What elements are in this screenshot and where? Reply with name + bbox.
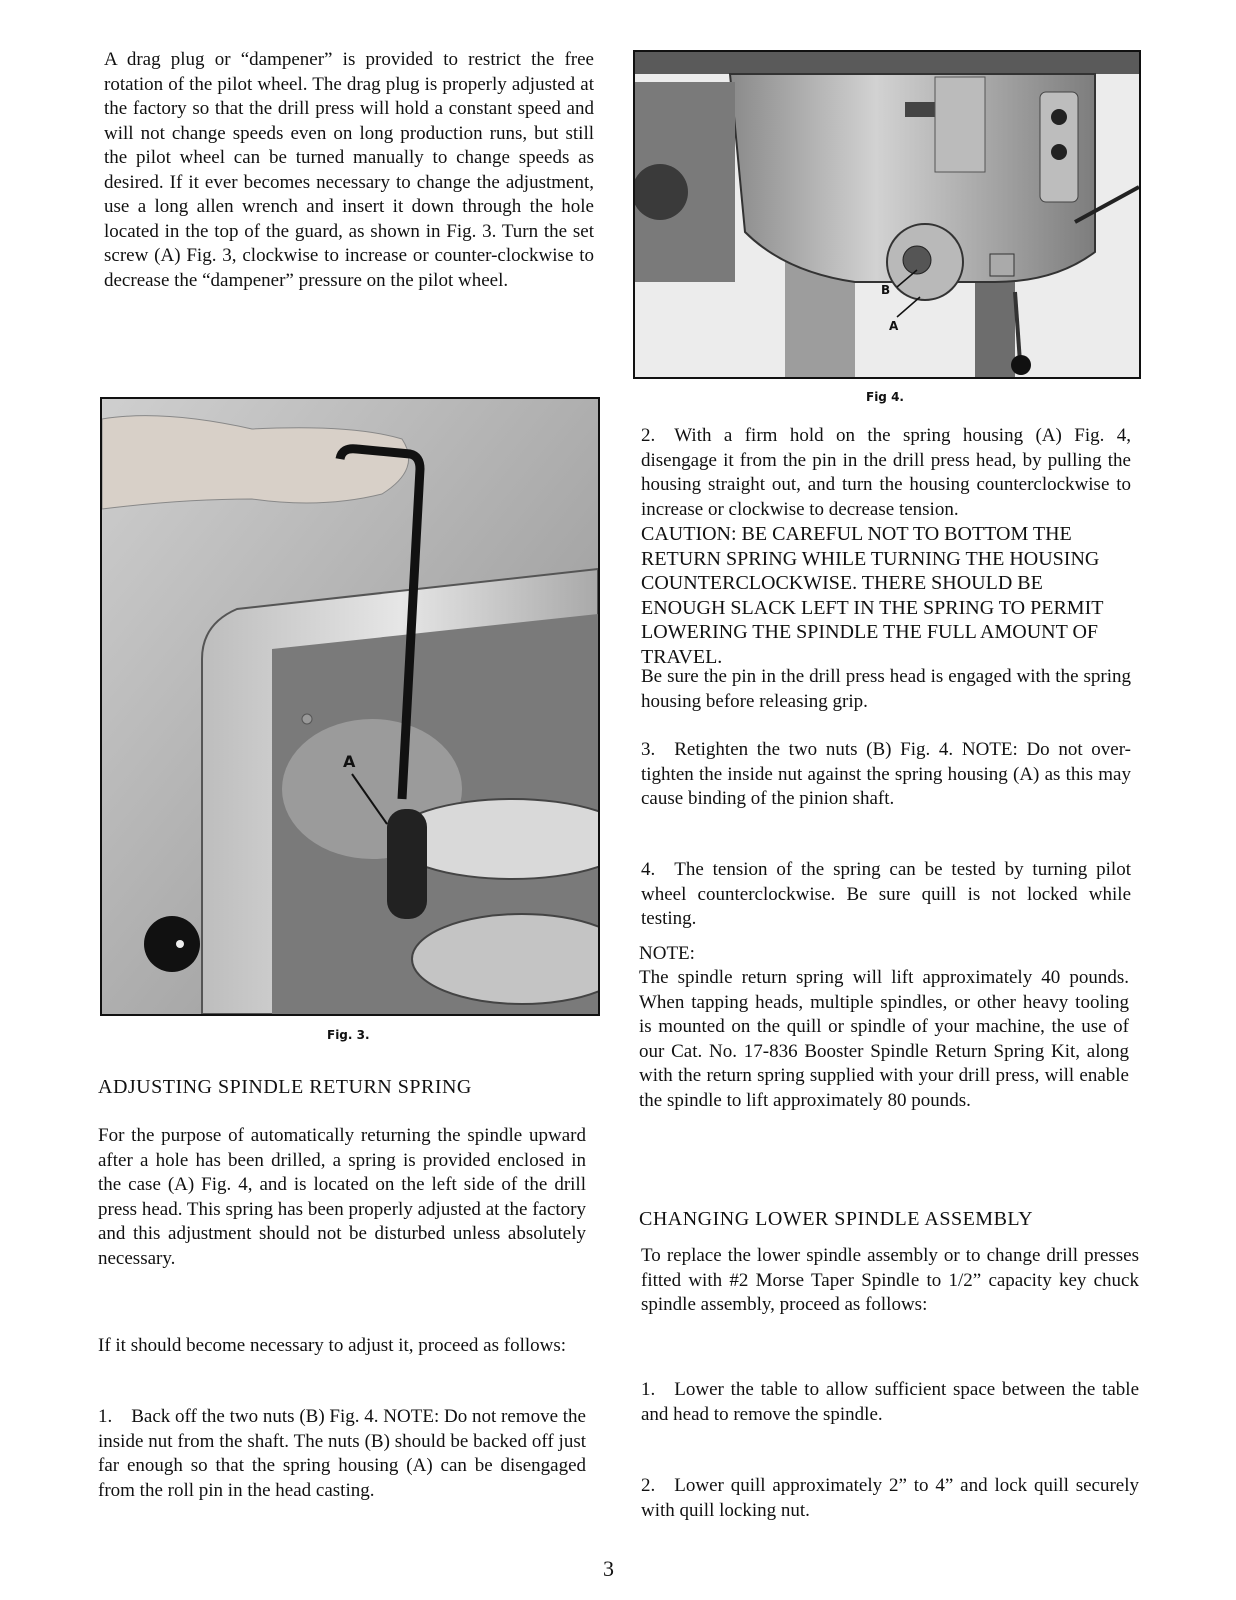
fig3-caption: Fig. 3. — [327, 1028, 370, 1042]
note-label: NOTE: — [639, 943, 695, 964]
lower-spindle-paragraph: To replace the lower spindle assembly or to change drill presses fitted with #2 Morse Taper Spindle to 1/2” capacity key chuck spindle assembly, proceed as follows: — [641, 1245, 1139, 1315]
spring-paragraph: For the purpose of automatically returning the spindle upward after a hole has been drilled, a spring is provided enclosed in the case (A) Fig. 4, and is located on the left side of the drill press head. This spring has been properly adjusted at the factory and this adjustment should not be disturbed unless absolutely necessary. — [98, 1125, 586, 1269]
caution-text: CAUTION: BE CAREFUL NOT TO BOTTOM THE RETURN SPRING WHILE TURNING THE HOUSING COUNTERCLOCKWISE. THERE SHOULD BE ENOUGH SLACK LEFT IN THE SPRING TO PERMIT LOWERING THE SPINDLE THE FULL AMOUNT OF TRAVEL. — [641, 523, 1104, 668]
section-heading-lower-spindle: CHANGING LOWER SPINDLE ASSEMBLY — [639, 1208, 1034, 1230]
fig4-caption: Fig 4. — [866, 390, 904, 404]
step-3: 3. Retighten the two nuts (B) Fig. 4. NOTE: Do not over-tighten the inside nut against the spring housing (A) as this may cause binding of the pinion shaft. — [641, 739, 1131, 809]
step-4: 4. The tension of the spring can be tested by turning pilot wheel counterclockwise. Be sure quill is not locked while testing. — [641, 859, 1131, 929]
page-number: 3 — [603, 1556, 614, 1581]
section-heading-spring: ADJUSTING SPINDLE RETURN SPRING — [98, 1076, 472, 1098]
lower-step-1: 1. Lower the table to allow sufficient space between the table and head to remove the spindle. — [641, 1379, 1139, 1425]
figure-3-photo — [100, 397, 600, 1016]
fig4-label-b: B — [881, 283, 891, 297]
step-1: 1. Back off the two nuts (B) Fig. 4. NOTE: Do not remove the inside nut from the shaft. The nuts (B) should be backed off just far enough so that the spring housing (A) can be disengaged from the roll pin in the head casting. — [98, 1406, 586, 1501]
step-2-tail: Be sure the pin in the drill press head is engaged with the spring housing before releasing grip. — [641, 666, 1131, 712]
lower-step-2: 2. Lower quill approximately 2” to 4” and lock quill securely with quill locking nut. — [641, 1475, 1139, 1521]
figure-4-photo — [633, 50, 1141, 379]
note-text: The spindle return spring will lift approximately 40 pounds. When tapping heads, multiple spindles, or other heavy tooling is mounted on the quill or spindle of your machine, the use of our Cat. No. 17-836 Booster Spindle Return Spring Kit, along with the return spring supplied with your drill press, will enable the spindle to lift approximately 80 pounds. — [639, 967, 1129, 1111]
proceed-paragraph: If it should become necessary to adjust it, proceed as follows: — [98, 1335, 567, 1356]
step-2: 2. With a firm hold on the spring housing (A) Fig. 4, disengage it from the pin in the drill press head, by pulling the housing straight out, and turn the housing counterclockwise to increase or clockwise to decrease tension. — [641, 425, 1131, 520]
fig3-label-a: A — [343, 752, 356, 771]
intro-paragraph: A drag plug or “dampener” is provided to restrict the free rotation of the pilot wheel. The drag plug is properly adjusted at the factory so that the drill press will hold a constant speed and will not change speeds even on long production runs, but still the pilot wheel can be turned manually to change speeds as desired. If it ever becomes necessary to change the adjustment, use a long allen wrench and insert it down through the hole located in the top of the guard, as shown in Fig. 3. Turn the set screw (A) Fig. 3, clockwise to increase or counter-clockwise to decrease the “dampener” pressure on the pilot wheel. — [104, 49, 594, 291]
fig4-label-a: A — [889, 319, 899, 333]
